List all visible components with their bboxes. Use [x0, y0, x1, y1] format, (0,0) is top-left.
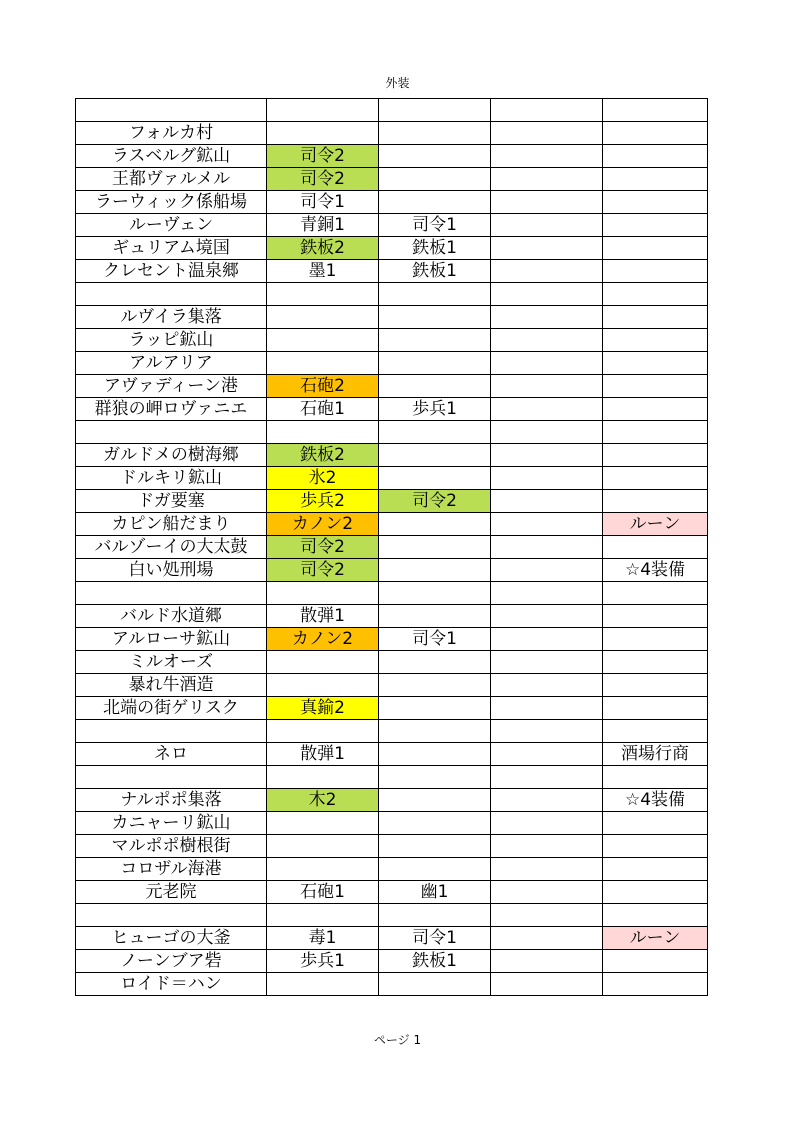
- material-cell[interactable]: 墨1: [267, 260, 379, 283]
- material-cell[interactable]: [491, 743, 603, 766]
- material-cell[interactable]: [491, 559, 603, 582]
- material-cell[interactable]: [491, 651, 603, 674]
- material-cell[interactable]: [379, 789, 491, 812]
- material-cell[interactable]: [491, 881, 603, 904]
- table-body: [76, 99, 708, 996]
- material-cell[interactable]: [267, 904, 379, 927]
- material-cell[interactable]: 散弾1: [267, 605, 379, 628]
- material-cell[interactable]: [267, 306, 379, 329]
- material-cell[interactable]: [379, 513, 491, 536]
- material-cell[interactable]: [603, 467, 708, 490]
- material-cell[interactable]: [379, 283, 491, 306]
- location-cell[interactable]: バルゾーイの大太鼓: [76, 536, 267, 559]
- material-cell[interactable]: [267, 582, 379, 605]
- material-cell[interactable]: [491, 513, 603, 536]
- location-cell[interactable]: ガルドメの樹海郷: [76, 444, 267, 467]
- material-cell[interactable]: [379, 168, 491, 191]
- location-cell[interactable]: ロイド＝ハン: [76, 973, 267, 996]
- material-cell[interactable]: [379, 766, 491, 789]
- table-row: [76, 214, 708, 237]
- table-row: [76, 122, 708, 145]
- material-cell[interactable]: 歩兵1: [267, 950, 379, 973]
- material-cell[interactable]: 幽1: [379, 881, 491, 904]
- location-cell[interactable]: [76, 582, 267, 605]
- material-cell[interactable]: [491, 191, 603, 214]
- material-cell[interactable]: 鉄板2: [267, 237, 379, 260]
- material-cell[interactable]: [379, 145, 491, 168]
- material-cell[interactable]: [379, 674, 491, 697]
- table-row: [76, 904, 708, 927]
- material-cell[interactable]: ルーン: [603, 513, 708, 536]
- material-cell[interactable]: 司令1: [267, 191, 379, 214]
- material-cell[interactable]: [491, 720, 603, 743]
- material-cell[interactable]: [379, 697, 491, 720]
- material-cell[interactable]: [491, 260, 603, 283]
- material-cell[interactable]: [379, 444, 491, 467]
- material-cell[interactable]: [491, 398, 603, 421]
- material-cell[interactable]: [603, 260, 708, 283]
- material-cell[interactable]: 司令2: [267, 536, 379, 559]
- material-cell[interactable]: 散弾1: [267, 743, 379, 766]
- material-cell[interactable]: 鉄板1: [379, 950, 491, 973]
- location-cell[interactable]: 群狼の岬ロヴァニエ: [76, 398, 267, 421]
- table-row: [76, 743, 708, 766]
- material-cell[interactable]: 氷2: [267, 467, 379, 490]
- material-cell[interactable]: [267, 973, 379, 996]
- material-cell[interactable]: カノン2: [267, 628, 379, 651]
- material-cell[interactable]: [379, 743, 491, 766]
- material-cell[interactable]: [603, 237, 708, 260]
- table-row: [76, 858, 708, 881]
- material-cell[interactable]: 歩兵2: [267, 490, 379, 513]
- material-cell[interactable]: 石砲2: [267, 375, 379, 398]
- material-cell[interactable]: [379, 559, 491, 582]
- material-cell[interactable]: [267, 283, 379, 306]
- material-cell[interactable]: [491, 99, 603, 122]
- table-row: [76, 674, 708, 697]
- table-row: [76, 582, 708, 605]
- material-cell[interactable]: [267, 421, 379, 444]
- material-cell[interactable]: [379, 835, 491, 858]
- material-cell[interactable]: [603, 651, 708, 674]
- material-cell[interactable]: [603, 375, 708, 398]
- location-cell[interactable]: クレセント温泉郷: [76, 260, 267, 283]
- material-cell[interactable]: [491, 904, 603, 927]
- location-cell[interactable]: カニャーリ鉱山: [76, 812, 267, 835]
- material-cell[interactable]: [603, 421, 708, 444]
- material-cell[interactable]: 司令2: [267, 168, 379, 191]
- location-cell[interactable]: ナルポポ集落: [76, 789, 267, 812]
- material-cell[interactable]: 真鍮2: [267, 697, 379, 720]
- material-cell[interactable]: 石砲1: [267, 881, 379, 904]
- material-cell[interactable]: [603, 628, 708, 651]
- material-cell[interactable]: [603, 950, 708, 973]
- material-cell[interactable]: [267, 122, 379, 145]
- material-cell[interactable]: [491, 122, 603, 145]
- material-cell[interactable]: [603, 214, 708, 237]
- location-cell[interactable]: [76, 904, 267, 927]
- location-cell[interactable]: アルローサ鉱山: [76, 628, 267, 651]
- material-cell[interactable]: [267, 651, 379, 674]
- material-cell[interactable]: [379, 812, 491, 835]
- material-cell[interactable]: [491, 168, 603, 191]
- material-cell[interactable]: [379, 904, 491, 927]
- material-cell[interactable]: [379, 467, 491, 490]
- material-cell[interactable]: [491, 858, 603, 881]
- material-cell[interactable]: [267, 352, 379, 375]
- material-cell[interactable]: [267, 812, 379, 835]
- location-cell[interactable]: コロザル海港: [76, 858, 267, 881]
- page-header: 外装: [385, 76, 410, 90]
- location-cell[interactable]: 元老院: [76, 881, 267, 904]
- table-row: [76, 789, 708, 812]
- material-cell[interactable]: [603, 812, 708, 835]
- material-cell[interactable]: [379, 191, 491, 214]
- material-cell[interactable]: [491, 605, 603, 628]
- location-cell[interactable]: [76, 720, 267, 743]
- table-row: [76, 927, 708, 950]
- table-row: [76, 973, 708, 996]
- table-row: [76, 605, 708, 628]
- table-row: [76, 559, 708, 582]
- material-cell[interactable]: ルーン: [603, 927, 708, 950]
- material-cell[interactable]: [491, 306, 603, 329]
- table-row: [76, 329, 708, 352]
- material-cell[interactable]: [603, 145, 708, 168]
- material-cell[interactable]: [491, 789, 603, 812]
- material-cell[interactable]: [603, 122, 708, 145]
- table-row: [76, 651, 708, 674]
- material-cell[interactable]: [603, 352, 708, 375]
- location-cell[interactable]: ギュリアム境国: [76, 237, 267, 260]
- location-cell[interactable]: ミルオーズ: [76, 651, 267, 674]
- location-cell[interactable]: ラーウィック係船場: [76, 191, 267, 214]
- material-cell[interactable]: [491, 766, 603, 789]
- material-cell[interactable]: [267, 835, 379, 858]
- material-cell[interactable]: [379, 720, 491, 743]
- material-cell[interactable]: [491, 697, 603, 720]
- table-row: [76, 168, 708, 191]
- table-row: [76, 835, 708, 858]
- material-cell[interactable]: [603, 329, 708, 352]
- page-footer: ページ 1: [373, 1033, 422, 1047]
- material-cell[interactable]: [379, 329, 491, 352]
- material-cell[interactable]: 毒1: [267, 927, 379, 950]
- table-row: [76, 881, 708, 904]
- material-cell[interactable]: 木2: [267, 789, 379, 812]
- location-cell[interactable]: [76, 421, 267, 444]
- location-cell[interactable]: [76, 283, 267, 306]
- material-cell[interactable]: [379, 352, 491, 375]
- location-cell[interactable]: フォルカ村: [76, 122, 267, 145]
- location-cell[interactable]: ノーンブア砦: [76, 950, 267, 973]
- material-cell[interactable]: [379, 421, 491, 444]
- material-cell[interactable]: [603, 720, 708, 743]
- material-cell[interactable]: カノン2: [267, 513, 379, 536]
- table-row: [76, 260, 708, 283]
- material-cell[interactable]: [379, 306, 491, 329]
- material-cell[interactable]: [603, 444, 708, 467]
- location-cell[interactable]: ネロ: [76, 743, 267, 766]
- material-cell[interactable]: [603, 306, 708, 329]
- material-cell[interactable]: [491, 927, 603, 950]
- material-cell[interactable]: 司令1: [379, 214, 491, 237]
- material-cell[interactable]: [491, 352, 603, 375]
- table-row: [76, 490, 708, 513]
- material-cell[interactable]: [491, 950, 603, 973]
- material-cell[interactable]: [603, 881, 708, 904]
- material-cell[interactable]: [491, 467, 603, 490]
- table-row: [76, 467, 708, 490]
- material-cell[interactable]: [267, 858, 379, 881]
- material-cell[interactable]: 司令1: [379, 628, 491, 651]
- material-cell[interactable]: 司令1: [379, 927, 491, 950]
- material-cell[interactable]: [267, 674, 379, 697]
- material-cell[interactable]: [379, 99, 491, 122]
- material-cell[interactable]: [491, 582, 603, 605]
- location-cell[interactable]: ドガ要塞: [76, 490, 267, 513]
- material-cell[interactable]: [603, 99, 708, 122]
- location-cell[interactable]: ルーヴェン: [76, 214, 267, 237]
- material-cell[interactable]: [491, 973, 603, 996]
- material-cell[interactable]: [603, 283, 708, 306]
- table-row: [76, 536, 708, 559]
- material-cell[interactable]: 酒場行商: [603, 743, 708, 766]
- table-row: [76, 191, 708, 214]
- material-cell[interactable]: 鉄板2: [267, 444, 379, 467]
- location-cell[interactable]: 白い処刑場: [76, 559, 267, 582]
- material-cell[interactable]: 青銅1: [267, 214, 379, 237]
- material-cell[interactable]: [603, 904, 708, 927]
- material-cell[interactable]: [603, 398, 708, 421]
- table-row: [76, 628, 708, 651]
- material-cell[interactable]: [379, 375, 491, 398]
- material-cell[interactable]: [603, 674, 708, 697]
- table-row: [76, 352, 708, 375]
- location-cell[interactable]: カピン船だまり: [76, 513, 267, 536]
- material-cell[interactable]: ☆4装備: [603, 789, 708, 812]
- location-cell[interactable]: 暴れ牛酒造: [76, 674, 267, 697]
- table-row: [76, 720, 708, 743]
- material-cell[interactable]: [491, 375, 603, 398]
- table-row: [76, 99, 708, 122]
- material-cell[interactable]: [491, 835, 603, 858]
- material-cell[interactable]: [491, 145, 603, 168]
- location-cell[interactable]: ドルキリ鉱山: [76, 467, 267, 490]
- table-row: [76, 697, 708, 720]
- material-cell[interactable]: [603, 490, 708, 513]
- location-cell[interactable]: バルド水道郷: [76, 605, 267, 628]
- material-cell[interactable]: 司令2: [267, 145, 379, 168]
- location-cell[interactable]: 王都ヴァルメル: [76, 168, 267, 191]
- material-cell[interactable]: [603, 536, 708, 559]
- material-cell[interactable]: [491, 812, 603, 835]
- material-cell[interactable]: [379, 122, 491, 145]
- table-row: [76, 398, 708, 421]
- material-cell[interactable]: [491, 674, 603, 697]
- material-cell[interactable]: [491, 214, 603, 237]
- location-cell[interactable]: ラスベルグ鉱山: [76, 145, 267, 168]
- table-row: [76, 950, 708, 973]
- equipment-table: [75, 98, 708, 996]
- material-cell[interactable]: [379, 651, 491, 674]
- material-cell[interactable]: [603, 191, 708, 214]
- material-cell[interactable]: [491, 444, 603, 467]
- location-cell[interactable]: ヒューゴの大釜: [76, 927, 267, 950]
- location-cell[interactable]: ルヴイラ集落: [76, 306, 267, 329]
- location-cell[interactable]: アルアリア: [76, 352, 267, 375]
- location-cell[interactable]: アヴァディーン港: [76, 375, 267, 398]
- material-cell[interactable]: 司令2: [379, 490, 491, 513]
- location-cell[interactable]: [76, 766, 267, 789]
- table-row: [76, 812, 708, 835]
- material-cell[interactable]: [603, 697, 708, 720]
- material-cell[interactable]: [379, 536, 491, 559]
- material-cell[interactable]: [603, 835, 708, 858]
- material-cell[interactable]: [491, 536, 603, 559]
- table-row: [76, 375, 708, 398]
- material-cell[interactable]: [491, 329, 603, 352]
- table-row: [76, 444, 708, 467]
- location-cell[interactable]: マルポポ樹根街: [76, 835, 267, 858]
- location-cell[interactable]: ラッピ鉱山: [76, 329, 267, 352]
- table-row: [76, 237, 708, 260]
- material-cell[interactable]: [603, 168, 708, 191]
- material-cell[interactable]: 鉄板1: [379, 260, 491, 283]
- material-cell[interactable]: [267, 99, 379, 122]
- material-cell[interactable]: [603, 858, 708, 881]
- material-cell[interactable]: 歩兵1: [379, 398, 491, 421]
- material-cell[interactable]: [603, 582, 708, 605]
- material-cell[interactable]: [267, 720, 379, 743]
- material-cell[interactable]: [379, 582, 491, 605]
- table-row: [76, 145, 708, 168]
- material-cell[interactable]: 鉄板1: [379, 237, 491, 260]
- material-cell[interactable]: [491, 628, 603, 651]
- material-cell[interactable]: [603, 766, 708, 789]
- table-row: [76, 513, 708, 536]
- table-row: [76, 421, 708, 444]
- table-row: [76, 283, 708, 306]
- location-cell[interactable]: 北端の街ゲリスク: [76, 697, 267, 720]
- material-cell[interactable]: [379, 858, 491, 881]
- location-cell[interactable]: [76, 99, 267, 122]
- material-cell[interactable]: [379, 605, 491, 628]
- material-cell[interactable]: [491, 237, 603, 260]
- material-cell[interactable]: [491, 421, 603, 444]
- material-cell[interactable]: [603, 605, 708, 628]
- material-cell[interactable]: 司令2: [267, 559, 379, 582]
- table-row: [76, 306, 708, 329]
- material-cell[interactable]: [267, 766, 379, 789]
- material-cell[interactable]: [267, 329, 379, 352]
- material-cell[interactable]: ☆4装備: [603, 559, 708, 582]
- material-cell[interactable]: [603, 973, 708, 996]
- material-cell[interactable]: 石砲1: [267, 398, 379, 421]
- table-row: [76, 766, 708, 789]
- material-cell[interactable]: [491, 490, 603, 513]
- material-cell[interactable]: [379, 973, 491, 996]
- material-cell[interactable]: [491, 283, 603, 306]
